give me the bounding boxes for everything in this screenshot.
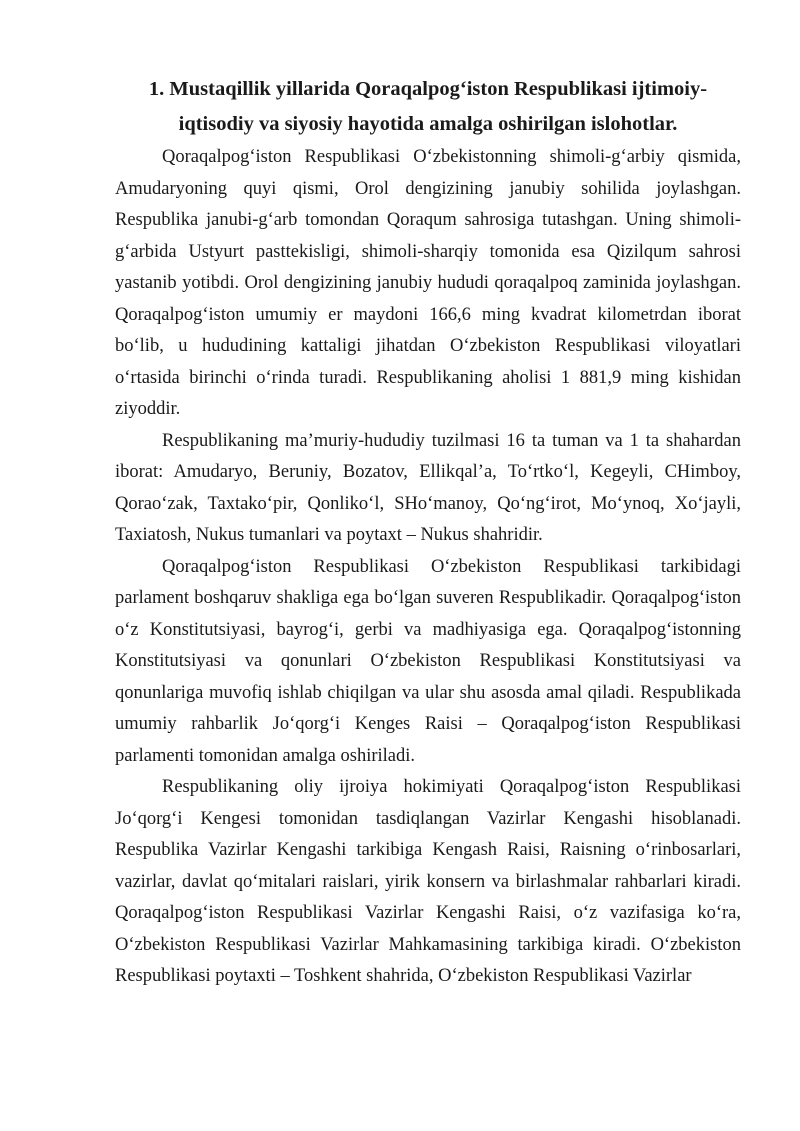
document-page <box>115 72 741 993</box>
paragraph-constitution: Qoraqalpog‘iston Respublikasi O‘zbekiston Respublikasi tarkibidagi parlament boshqaruv shakliga ega bo‘lgan suveren Respublikadir. Qoraqalpog‘iston o‘z Konstitutsiyasi, bayrog‘i, gerbi va madhiyasiga ega. Qoraqalpog‘istonning Konstitutsiyasi va qonunlari O‘zbekiston Respublikasi Konstitutsiyasi va qonunlariga muvofiq ishlab chiqilgan va ular shu asosda amal qiladi. Respublikada umumiy rahbarlik Jo‘qorg‘i Kenges Raisi – Qoraqalpog‘iston Respublikasi parlamenti tomonidan amalga oshiriladi. <box>115 556 741 766</box>
paragraph-administrative-division: Respublikaning ma’muriy-hududiy tuzilmasi 16 ta tuman va 1 ta shahardan iborat: Amudaryo, Beruniy, Bozatov, Ellikqal’a, To‘rtko‘l, Kegeyli, CHimboy, Qorao‘zak, Taxtako‘pir, Qonliko‘l, SHo‘manoy, Qo‘ng‘irot, Mo‘ynoq, Xo‘jayli, Taxiatosh, Nukus tumanlari va poytaxt – Nukus shahridir. <box>115 430 741 545</box>
section-heading: 1. Mustaqillik yillarida Qoraqalpog‘iston Respublikasi ijtimoiy-iqtisodiy va siyosiy hayotida amalga oshirilgan islohotlar. <box>148 78 708 135</box>
paragraph-geography: Qoraqalpog‘iston Respublikasi O‘zbekistonning shimoli-g‘arbiy qismida, Amudaryoning quyi qismi, Orol dengizining janubiy sohilida joylashgan. Respublika janubi-g‘arb tomondan Qoraqum sahrosiga tutashgan. Uning shimoli-g‘arbida Ustyurt pasttekisligi, shimoli-sharqiy tomonida esa Qizilqum sahrosi yastanib yotibdi. Orol dengizining janubiy hududi qoraqalpoq zaminida joylashgan. Qoraqalpog‘iston umumiy er maydoni 166,6 ming kvadrat kilometrdan iborat bo‘lib, u hududining kattaligi jihatdan O‘zbekiston Respublikasi viloyatlari o‘rtasida birinchi o‘rinda turadi. Respublikaning aholisi 1 881,9 ming kishidan ziyoddir. <box>115 147 741 419</box>
paragraph-council-of-ministers: Respublikaning oliy ijroiya hokimiyati Qoraqalpog‘iston Respublikasi Jo‘qorg‘i Kengesi tomonidan tasdiqlangan Vazirlar Kengashi hisoblanadi. Respublika Vazirlar Kengashi tarkibiga Kengash Raisi, Raisning o‘rinbosarlari, vazirlar, davlat qo‘mitalari raislari, yirik konsern va birlashmalar rahbarlari kiradi. Qoraqalpog‘iston Respublikasi Vazirlar Kengashi Raisi, o‘z vazifasiga ko‘ra, O‘zbekiston Respublikasi Vazirlar Mahkamasining tarkibiga kiradi. O‘zbekiston Respublikasi poytaxti – Toshkent shahrida, O‘zbekiston Respublikasi Vazirlar <box>115 777 741 986</box>
